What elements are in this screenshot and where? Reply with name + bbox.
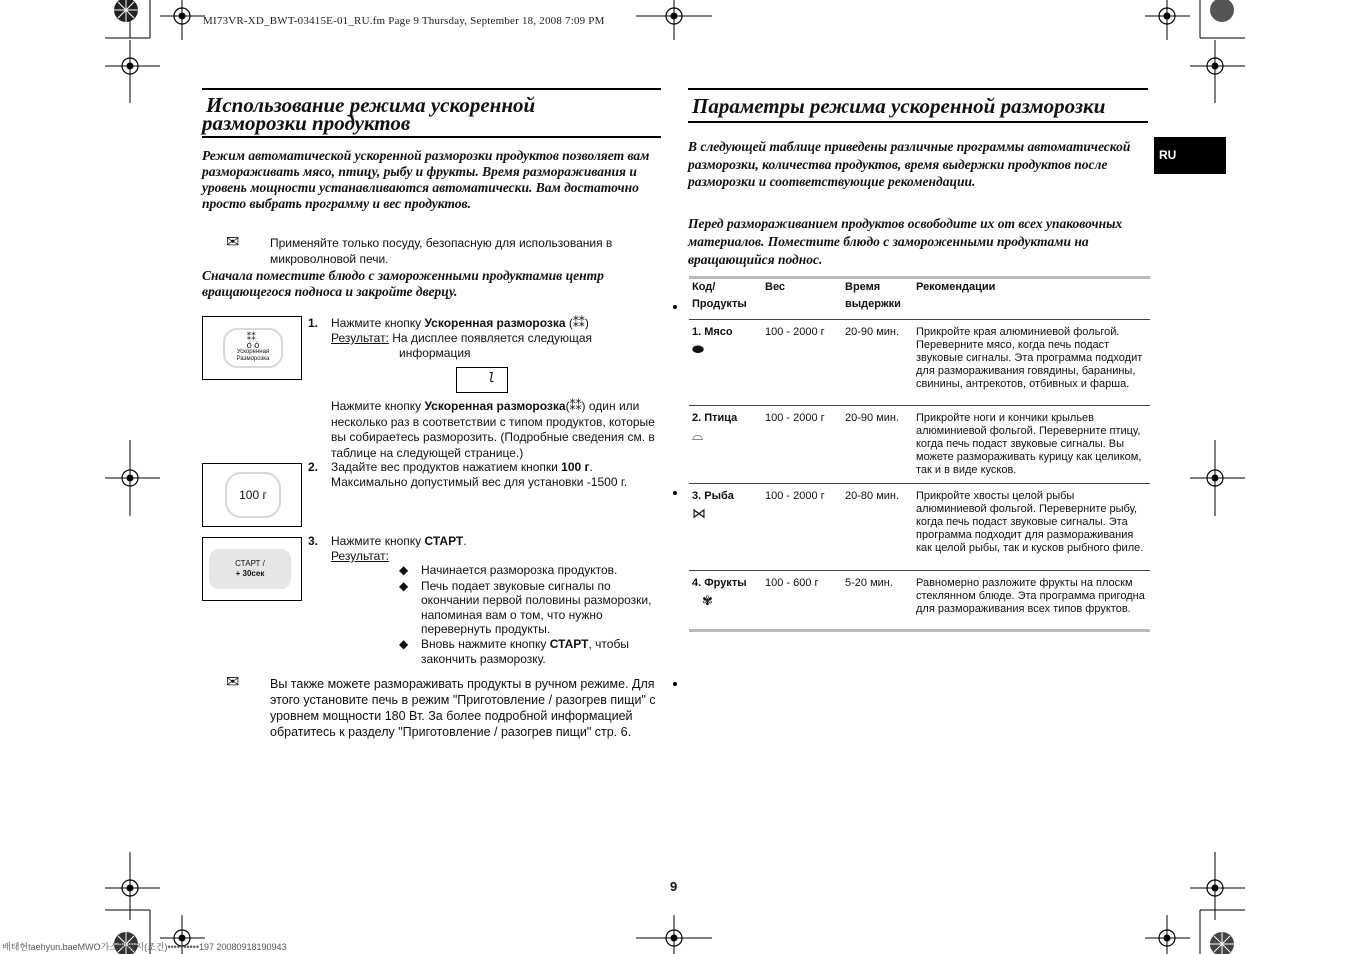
defrost-button-label1: Ускоренная: [236, 349, 270, 355]
defrost-button-label2: Разморозка: [236, 356, 270, 362]
fish-icon: ⋈: [692, 505, 706, 521]
step-1-result-text2: информация: [399, 346, 471, 360]
row-advice: Прикройте ноги и кончики крыльев алюминиевой фольгой. Переверните птицу, когда печь подаст звуковые сигналы. Вы можете размораживать курицу как целиком, так и в виде кусков.: [913, 406, 1150, 484]
note-icon: ✉: [226, 674, 240, 691]
start-button-panel: [202, 537, 302, 601]
right-title-top-rule: [688, 88, 1148, 90]
page-number: 9: [670, 879, 678, 894]
language-tab-label: RU: [1159, 148, 1177, 162]
right-intro-1: В следующей таблице приведены различные программы автоматической разморозки, количества продуктов, время выдержки продуктов после разморозки и соответствующие рекомендации.: [688, 139, 1131, 189]
row-code-cell: [689, 406, 762, 484]
row-time: 20-90 мин.: [842, 320, 913, 406]
note-safe-dishes: Применяйте только посуду, безопасную для использования в микроволновой печи.: [270, 236, 613, 266]
left-intro: Режим автоматической ускоренной разморозки продуктов позволяет вам размораживать мясо, птицу, рыбу и фрукты. Время размораживания и уровень мощности устанавливаются автоматически. Вам достаточно просто выбрать программу и вес продуктов.: [202, 148, 650, 211]
display-value: l: [486, 371, 495, 387]
step-1-more-pre: Нажмите кнопку: [331, 399, 425, 413]
display-box: [456, 367, 508, 393]
table-header-row: [689, 279, 1150, 320]
weight-button-panel: [202, 463, 302, 527]
meat-icon: ⬬: [692, 341, 704, 357]
step-3-bold: СТАРТ: [424, 534, 464, 548]
left-page-title: [202, 93, 661, 135]
step-2-text: [331, 460, 661, 476]
row-advice: Равномерно разложите фрукты на плоскм стеклянном блюде. Эта программа пригодна для размораживания всех типов фруктов.: [913, 571, 1150, 629]
row-code-cell: [689, 484, 762, 571]
defrost-table: [689, 279, 1150, 629]
footer-imprint: 배태현taehyun.baeMWO가스레인지(조건)••••••••••197 20080918190943: [2, 942, 287, 952]
step-3-result-label: Результат:: [331, 549, 389, 563]
step-2-text-post: .: [589, 460, 593, 474]
step-1-result: [331, 331, 661, 347]
row-weight: 100 - 2000 г: [762, 320, 842, 406]
right-title-bottom-rule: [688, 121, 1148, 123]
right-intro-2: Перед размораживанием продуктов освободите их от всех упаковочных материалов. Поместите блюдо с замороженными продуктами на вращающийся поднос.: [688, 216, 1123, 267]
step-1-more: [331, 399, 661, 461]
weight-button-label: 100 г: [239, 488, 267, 502]
row-code: 2. Птица: [692, 412, 738, 424]
row-code: 4. Фрукты: [692, 577, 747, 589]
note-icon: ✉: [226, 234, 240, 251]
left-instruction: Сначала поместите блюдо с замороженными продуктамив центр вращающегося подноса и закройте дверцу.: [202, 268, 604, 299]
left-title-bottom-rule: [202, 136, 661, 138]
step-1-result-label: Результат:: [331, 331, 389, 345]
start-button-label1: СТАРТ /: [235, 559, 265, 568]
left-title-top-rule: [202, 88, 661, 90]
language-tab-ru: [1154, 137, 1226, 174]
diamond-bullet-icon: ◆: [399, 563, 409, 577]
weight-button[interactable]: [225, 472, 281, 518]
table-row: [689, 406, 1150, 484]
row-time: 20-90 мин.: [842, 406, 913, 484]
row-code-cell: [689, 320, 762, 406]
defrost-button[interactable]: [223, 328, 283, 368]
step-3-text-pre: Нажмите кнопку: [331, 534, 425, 548]
step-3-text: [331, 534, 661, 550]
row-weight: 100 - 600 г: [762, 571, 842, 629]
start-button-label2: + 30сек: [235, 569, 265, 578]
row-weight: 100 - 2000 г: [762, 406, 842, 484]
row-weight: 100 - 2000 г: [762, 484, 842, 571]
right-page-title: Параметры режима ускоренной разморозки: [692, 94, 1106, 118]
step-1-text: [331, 316, 661, 332]
note-manual-defrost: Вы также можете размораживать продукты в ручном режиме. Для этого установите печь в режим "Приготовление / разогрев пищи" с уровнем мощности 180 Вт. За более подробной информацией обратитесь к разделу "Приготовление / разогрев пищи" стр. 6.: [270, 677, 656, 739]
fruit-icon: ✾: [702, 593, 713, 608]
step-3-text-post: .: [463, 534, 467, 548]
step-3-bullet-3-pre: Вновь нажмите кнопку: [421, 636, 550, 651]
defrost-button-panel: [202, 316, 302, 380]
step-1-result-text: На дисплее появляется следующая: [392, 331, 593, 345]
step-3-bullet: [399, 579, 661, 637]
row-code: 3. Рыба: [692, 490, 734, 502]
step-3-bullet-3-post: , чтобы закончить разморозку.: [421, 636, 629, 666]
row-advice: Прикройте хвосты целой рыбы алюминиевой фольгой. Переверните рыбу, когда печь подаст звуковые сигналы. Эта программа подходит для размораживания как целой рыбы, так и кусков рыбного филе.: [913, 484, 1150, 571]
step-1-text-post: (⁑⁑): [565, 316, 589, 330]
table-bottom-rule: [689, 629, 1150, 632]
table-row: [689, 571, 1150, 629]
row-time: 5-20 мин.: [842, 571, 913, 629]
step-3-bullet-3-text: [421, 637, 661, 668]
header-code: Код/ Продукты: [692, 281, 747, 310]
step-1-bold: Ускоренная разморозка: [424, 316, 566, 330]
step-1-more-post: (⁑⁑) один или несколько раз в соответствии с типом продуктов, которые вы собираетесь разморозить. (Подробные сведения см. в таблице на следующей странице.): [331, 399, 655, 460]
step-3-bullet-text: Печь подает звуковые сигналы по окончании первой половины разморозки, напоминая вам о том, что нужно перевернуть продукты.: [421, 578, 652, 636]
step-1-text-pre: Нажмите кнопку: [331, 316, 425, 330]
step-2-bold: 100 г: [561, 460, 590, 474]
diamond-bullet-icon: ◆: [399, 578, 409, 593]
row-code: 1. Мясо: [692, 326, 733, 338]
start-button[interactable]: [209, 549, 291, 589]
header-time: Время выдержки: [845, 281, 901, 310]
diamond-bullet-icon: ◆: [399, 636, 409, 651]
step-3-bullet: [399, 637, 661, 668]
step-2-text-pre: Задайте вес продуктов нажатием кнопки: [331, 460, 562, 474]
step-1-number: 1.: [308, 316, 319, 330]
step-2-line2: Максимально допустимый вес для установки -1500 г.: [331, 475, 628, 489]
file-header: MI73VR-XD_BWT-03415E-01_RU.fm Page 9 Thursday, September 18, 2008 7:09 PM: [203, 15, 605, 27]
row-advice: Прикройте края алюминиевой фольгой. Переверните мясо, когда печь подаст звуковые сигналы. Эта программа подходит для размораживания говядины, баранины, свинины, антрекотов, отбивных и фарша.: [913, 320, 1150, 406]
poultry-icon: ⌓: [692, 427, 704, 443]
header-weight: Вес: [765, 281, 786, 293]
table-row: [689, 320, 1150, 406]
step-3-bullets: [399, 563, 661, 668]
row-time: 20-80 мин.: [842, 484, 913, 571]
step-2-number: 2.: [308, 460, 319, 474]
header-advice: Рекомендации: [916, 281, 996, 293]
step-1-more-bold: Ускоренная разморозка: [424, 399, 566, 413]
defrost-table-container: [689, 276, 1150, 632]
row-code-cell: [689, 571, 762, 629]
step-3-number: 3.: [308, 534, 319, 548]
step-3-bullet: [399, 563, 661, 579]
table-row: [689, 484, 1150, 571]
left-title-line2: разморозки продуктов: [202, 111, 411, 135]
step-3-bullet-3-bold: СТАРТ: [549, 636, 589, 651]
left-title-line1: Использование режима ускоренной: [206, 93, 536, 117]
defrost-icon: ⁑⁑ ó ó: [246, 332, 260, 350]
step-3-bullet-text: Начинается разморозка продуктов.: [421, 563, 618, 577]
